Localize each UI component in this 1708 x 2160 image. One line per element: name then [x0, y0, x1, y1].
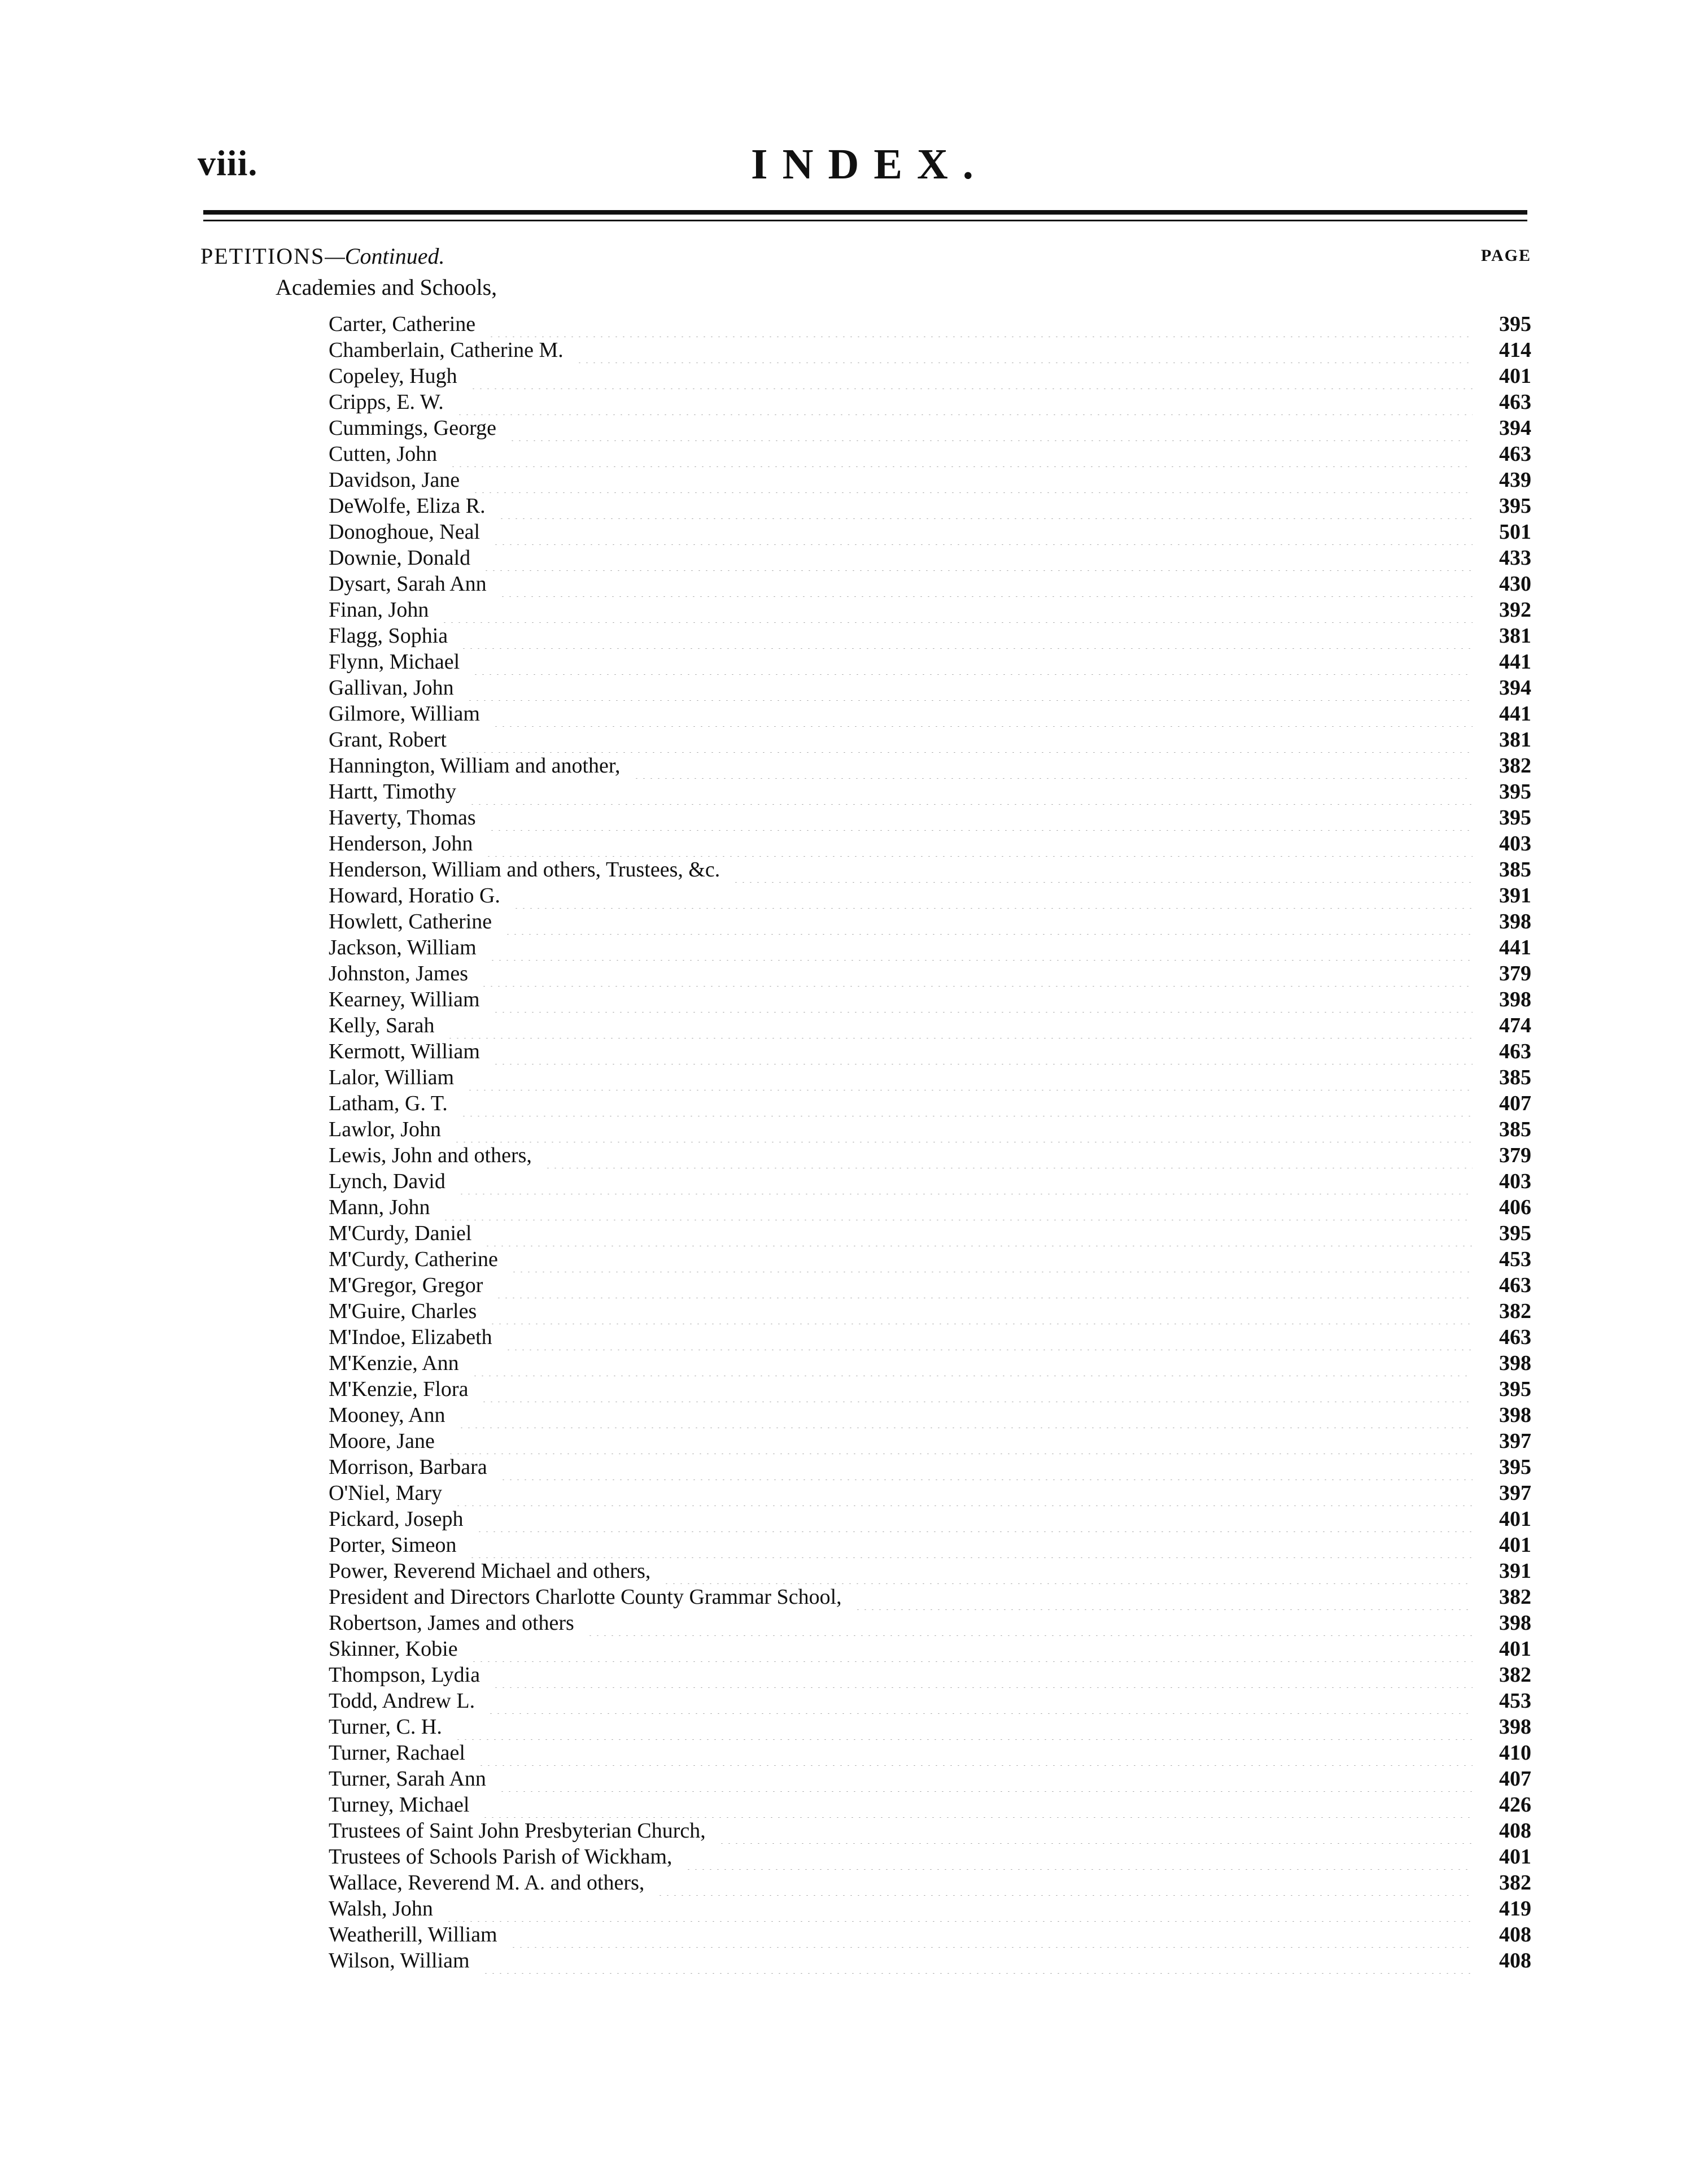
dot-leader [495, 1272, 1473, 1298]
entry-page-number: 463 [1499, 390, 1531, 414]
entry-page-number: 379 [1499, 962, 1531, 985]
entry-page-number: 395 [1499, 806, 1531, 830]
entry-page-number: 395 [1499, 1377, 1531, 1401]
entry-name: Kearney, William [329, 988, 480, 1011]
entry-name: Copeley, Hugh [329, 364, 457, 388]
index-entry [329, 1688, 1531, 1714]
dot-leader [455, 1480, 1473, 1506]
entry-page-number: 395 [1499, 494, 1531, 518]
entry-name: Hannington, William and another, [329, 754, 621, 778]
subsection-heading: Academies and Schools, [276, 274, 497, 300]
dot-leader [492, 1038, 1473, 1064]
dot-leader [455, 1714, 1473, 1740]
dot-leader [480, 961, 1473, 987]
index-entry [329, 1844, 1531, 1870]
dot-leader [492, 987, 1473, 1013]
entry-page-number: 398 [1499, 1403, 1531, 1427]
entry-page-number: 394 [1499, 676, 1531, 700]
entry-name: Porter, Simeon [329, 1533, 457, 1557]
entry-name: Howlett, Catherine [329, 910, 492, 933]
dot-leader [489, 1298, 1473, 1324]
dot-leader [470, 363, 1473, 389]
index-entry [329, 1948, 1531, 1974]
entry-name: Todd, Andrew L. [329, 1689, 475, 1713]
entry-page-number: 398 [1499, 988, 1531, 1011]
index-entry [329, 779, 1531, 805]
dot-leader [476, 1506, 1473, 1532]
entry-page-number: 395 [1499, 1221, 1531, 1245]
header-rule-thin [203, 220, 1527, 221]
index-entry [329, 1428, 1531, 1454]
index-entry [329, 1636, 1531, 1662]
entry-page-number: 381 [1499, 728, 1531, 752]
dot-leader [447, 1013, 1473, 1038]
entry-name: Lawlor, John [329, 1118, 441, 1141]
dot-leader [466, 675, 1473, 701]
index-entries-list [329, 311, 1531, 1974]
entry-name: Dysart, Sarah Ann [329, 572, 487, 596]
entry-page-number: 441 [1499, 936, 1531, 959]
index-entry [329, 1220, 1531, 1246]
entry-name: Finan, John [329, 598, 429, 622]
index-entry [329, 1246, 1531, 1272]
dot-leader [500, 1454, 1473, 1480]
index-entry [329, 1740, 1531, 1766]
entry-page-number: 463 [1499, 1325, 1531, 1349]
dot-leader [732, 857, 1473, 883]
dot-leader [505, 1324, 1473, 1350]
entry-page-number: 408 [1499, 1819, 1531, 1843]
entry-page-number: 379 [1499, 1144, 1531, 1167]
index-entry [329, 1090, 1531, 1116]
entry-name: Chamberlain, Catherine M. [329, 338, 563, 362]
entry-page-number: 398 [1499, 1351, 1531, 1375]
entry-page-number: 392 [1499, 598, 1531, 622]
entry-name: Carter, Catherine [329, 312, 476, 336]
dot-leader [456, 389, 1473, 415]
dot-leader [492, 701, 1473, 727]
section-heading [200, 243, 444, 269]
entry-name: Johnston, James [329, 962, 468, 985]
entry-name: Walsh, John [329, 1897, 433, 1921]
entry-name: Trustees of Schools Parish of Wickham, [329, 1845, 672, 1869]
entry-page-number: 407 [1499, 1092, 1531, 1115]
entry-name: Lynch, David [329, 1170, 445, 1193]
entry-page-number: 382 [1499, 754, 1531, 778]
index-entry [329, 1324, 1531, 1350]
entry-page-number: 474 [1499, 1014, 1531, 1037]
entry-page-number: 408 [1499, 1949, 1531, 1973]
dot-leader [447, 1428, 1473, 1454]
dot-leader [854, 1584, 1473, 1610]
entry-page-number: 401 [1499, 1533, 1531, 1557]
index-entry [329, 831, 1531, 857]
index-entry [329, 1168, 1531, 1194]
entry-name: Donoghoue, Neal [329, 520, 480, 544]
entry-page-number: 382 [1499, 1299, 1531, 1323]
entry-page-number: 401 [1499, 364, 1531, 388]
entry-page-number: 441 [1499, 702, 1531, 726]
dot-leader [472, 649, 1473, 675]
index-entry [329, 1818, 1531, 1844]
entry-name: Turner, C. H. [329, 1715, 442, 1739]
entry-page-number: 398 [1499, 910, 1531, 933]
index-entry [329, 1402, 1531, 1428]
entry-name: Gilmore, William [329, 702, 480, 726]
dot-leader [458, 1168, 1473, 1194]
index-entry [329, 441, 1531, 467]
dot-leader [492, 519, 1473, 545]
dot-leader [587, 1610, 1473, 1636]
dot-leader [460, 623, 1473, 649]
dot-leader [685, 1844, 1473, 1870]
dot-leader [487, 1688, 1473, 1714]
entry-page-number: 430 [1499, 572, 1531, 596]
dot-leader [472, 467, 1473, 493]
index-entry [329, 753, 1531, 779]
dot-leader [576, 337, 1473, 363]
entry-name: Robertson, James and others [329, 1611, 574, 1635]
entry-page-number: 501 [1499, 520, 1531, 544]
dot-leader [480, 1376, 1473, 1402]
index-entry [329, 467, 1531, 493]
entry-page-number: 463 [1499, 442, 1531, 466]
index-entry [329, 1506, 1531, 1532]
dot-leader [489, 935, 1473, 961]
entry-page-number: 463 [1499, 1040, 1531, 1063]
index-entry [329, 597, 1531, 623]
entry-page-number: 382 [1499, 1663, 1531, 1687]
index-entry [329, 1013, 1531, 1038]
index-entry [329, 909, 1531, 935]
index-entry [329, 1584, 1531, 1610]
entry-name: Lewis, John and others, [329, 1144, 532, 1167]
page-column-heading: PAGE [1480, 246, 1531, 265]
entry-page-number: 398 [1499, 1611, 1531, 1635]
entry-page-number: 463 [1499, 1273, 1531, 1297]
entry-name: Grant, Robert [329, 728, 447, 752]
dot-leader [484, 1220, 1473, 1246]
entry-name: M'Guire, Charles [329, 1299, 477, 1323]
entry-page-number: 385 [1499, 858, 1531, 882]
entry-name: Mooney, Ann [329, 1403, 445, 1427]
index-entry [329, 1038, 1531, 1064]
entry-page-number: 406 [1499, 1195, 1531, 1219]
index-entry [329, 1896, 1531, 1922]
index-entry [329, 1064, 1531, 1090]
entry-name: Cummings, George [329, 416, 496, 440]
entry-page-number: 397 [1499, 1481, 1531, 1505]
dot-leader [499, 571, 1473, 597]
entry-page-number: 403 [1499, 832, 1531, 856]
dot-leader [544, 1142, 1473, 1168]
entry-name: M'Curdy, Daniel [329, 1221, 472, 1245]
entry-name: Howard, Horatio G. [329, 884, 500, 907]
dot-leader [498, 493, 1473, 519]
index-entry [329, 337, 1531, 363]
index-entry [329, 857, 1531, 883]
entry-name: Cripps, E. W. [329, 390, 444, 414]
index-entry [329, 727, 1531, 753]
index-entry [329, 519, 1531, 545]
dot-leader [513, 883, 1473, 909]
entry-page-number: 395 [1499, 1455, 1531, 1479]
index-entry [329, 675, 1531, 701]
dot-leader [469, 1532, 1473, 1558]
entry-name: Wallace, Reverend M. A. and others, [329, 1871, 645, 1895]
entry-name: Cutten, John [329, 442, 438, 466]
dot-leader [482, 1948, 1473, 1974]
index-entry [329, 1922, 1531, 1948]
entry-name: DeWolfe, Eliza R. [329, 494, 486, 518]
entry-name: Pickard, Joseph [329, 1507, 464, 1531]
dot-leader [718, 1818, 1473, 1844]
dot-leader [663, 1558, 1473, 1584]
entry-page-number: 395 [1499, 312, 1531, 336]
index-entry [329, 1142, 1531, 1168]
entry-name: Hartt, Timothy [329, 780, 456, 804]
entry-page-number: 397 [1499, 1429, 1531, 1453]
entry-name: M'Kenzie, Ann [329, 1351, 459, 1375]
entry-name: Turner, Sarah Ann [329, 1767, 486, 1791]
dot-leader [633, 753, 1473, 779]
entry-name: Trustees of Saint John Presbyterian Church, [329, 1819, 706, 1843]
entry-page-number: 385 [1499, 1066, 1531, 1089]
dot-leader [470, 1636, 1473, 1662]
dot-leader [466, 1064, 1473, 1090]
entry-name: Power, Reverend Michael and others, [329, 1559, 651, 1583]
entry-name: Downie, Donald [329, 546, 471, 570]
entry-page-number: 410 [1499, 1741, 1531, 1765]
entry-name: Haverty, Thomas [329, 806, 476, 830]
entry-page-number: 382 [1499, 1871, 1531, 1895]
dot-leader [453, 1116, 1473, 1142]
entry-page-number: 401 [1499, 1845, 1531, 1869]
index-entry [329, 311, 1531, 337]
entry-name: Kelly, Sarah [329, 1014, 435, 1037]
section-continued: —Continued. [325, 243, 445, 269]
entry-name: Skinner, Kobie [329, 1637, 458, 1661]
entry-name: M'Kenzie, Flora [329, 1377, 469, 1401]
entry-page-number: 414 [1499, 338, 1531, 362]
dot-leader [460, 1090, 1473, 1116]
index-entry [329, 1194, 1531, 1220]
dot-leader [488, 311, 1473, 337]
entry-page-number: 401 [1499, 1507, 1531, 1531]
entry-name: Jackson, William [329, 936, 477, 959]
entry-name: M'Gregor, Gregor [329, 1273, 483, 1297]
index-entry [329, 1116, 1531, 1142]
entry-page-number: 433 [1499, 546, 1531, 570]
index-entry [329, 701, 1531, 727]
dot-leader [657, 1870, 1473, 1896]
entry-page-number: 381 [1499, 624, 1531, 648]
dot-leader [482, 1792, 1473, 1818]
dot-leader [509, 415, 1473, 441]
index-entry [329, 389, 1531, 415]
entry-name: Weatherill, William [329, 1923, 497, 1947]
entry-name: Flynn, Michael [329, 650, 460, 674]
index-entry [329, 1792, 1531, 1818]
entry-name: President and Directors Charlotte County Grammar School, [329, 1585, 842, 1609]
index-entry [329, 493, 1531, 519]
index-entry [329, 1662, 1531, 1688]
entry-name: M'Indoe, Elizabeth [329, 1325, 492, 1349]
entry-name: Kermott, William [329, 1040, 480, 1063]
index-entry [329, 1480, 1531, 1506]
index-entry [329, 1272, 1531, 1298]
index-entry [329, 545, 1531, 571]
entry-name: Morrison, Barbara [329, 1455, 487, 1479]
index-entry [329, 1350, 1531, 1376]
index-entry [329, 1376, 1531, 1402]
dot-leader [504, 909, 1473, 935]
index-entry [329, 623, 1531, 649]
dot-leader [499, 1766, 1473, 1792]
entry-name: Turney, Michael [329, 1793, 470, 1817]
entry-page-number: 391 [1499, 884, 1531, 907]
entry-page-number: 395 [1499, 780, 1531, 804]
dot-leader [488, 805, 1473, 831]
dot-leader [478, 1740, 1473, 1766]
dot-leader [492, 1662, 1473, 1688]
dot-leader [469, 779, 1473, 805]
entry-page-number: 419 [1499, 1897, 1531, 1921]
entry-name: Latham, G. T. [329, 1092, 448, 1115]
dot-leader [441, 597, 1473, 623]
index-entry [329, 415, 1531, 441]
index-entry [329, 961, 1531, 987]
index-entry [329, 1870, 1531, 1896]
index-entry [329, 1532, 1531, 1558]
entry-name: Davidson, Jane [329, 468, 460, 492]
entry-name: O'Niel, Mary [329, 1481, 443, 1505]
index-entry [329, 1454, 1531, 1480]
index-entry [329, 883, 1531, 909]
entry-page-number: 407 [1499, 1767, 1531, 1791]
header-rule-thick [203, 210, 1527, 215]
page-title: INDEX. [751, 141, 988, 188]
entry-name: Moore, Jane [329, 1429, 435, 1453]
dot-leader [449, 441, 1473, 467]
dot-leader [483, 545, 1473, 571]
entry-name: Flagg, Sophia [329, 624, 448, 648]
entry-name: Thompson, Lydia [329, 1663, 480, 1687]
entry-name: Gallivan, John [329, 676, 454, 700]
section-title: PETITIONS [200, 243, 325, 269]
index-entry [329, 649, 1531, 675]
dot-leader [442, 1194, 1473, 1220]
dot-leader [510, 1246, 1473, 1272]
entry-page-number: 382 [1499, 1585, 1531, 1609]
index-entry [329, 805, 1531, 831]
index-entry [329, 1610, 1531, 1636]
dot-leader [445, 1896, 1473, 1922]
dot-leader [485, 831, 1473, 857]
entry-page-number: 385 [1499, 1118, 1531, 1141]
entry-name: Wilson, William [329, 1949, 470, 1973]
index-entry [329, 571, 1531, 597]
entry-name: M'Curdy, Catherine [329, 1247, 498, 1271]
index-entry [329, 935, 1531, 961]
dot-leader [510, 1922, 1473, 1948]
index-entry [329, 1714, 1531, 1740]
entry-page-number: 391 [1499, 1559, 1531, 1583]
page-number: viii. [198, 143, 258, 183]
index-entry [329, 1298, 1531, 1324]
index-entry [329, 987, 1531, 1013]
dot-leader [459, 727, 1473, 753]
entry-name: Turner, Rachael [329, 1741, 465, 1765]
index-entry [329, 363, 1531, 389]
entry-page-number: 403 [1499, 1170, 1531, 1193]
entry-page-number: 394 [1499, 416, 1531, 440]
entry-page-number: 398 [1499, 1715, 1531, 1739]
entry-name: Lalor, William [329, 1066, 455, 1089]
entry-name: Henderson, William and others, Trustees, &c. [329, 858, 720, 882]
entry-name: Mann, John [329, 1195, 430, 1219]
entry-page-number: 408 [1499, 1923, 1531, 1947]
entry-page-number: 439 [1499, 468, 1531, 492]
index-entry [329, 1558, 1531, 1584]
entry-name: Henderson, John [329, 832, 473, 856]
entry-page-number: 426 [1499, 1793, 1531, 1817]
entry-page-number: 453 [1499, 1247, 1531, 1271]
dot-leader [471, 1350, 1473, 1376]
entry-page-number: 401 [1499, 1637, 1531, 1661]
entry-page-number: 441 [1499, 650, 1531, 674]
dot-leader [458, 1402, 1473, 1428]
index-entry [329, 1766, 1531, 1792]
entry-page-number: 453 [1499, 1689, 1531, 1713]
